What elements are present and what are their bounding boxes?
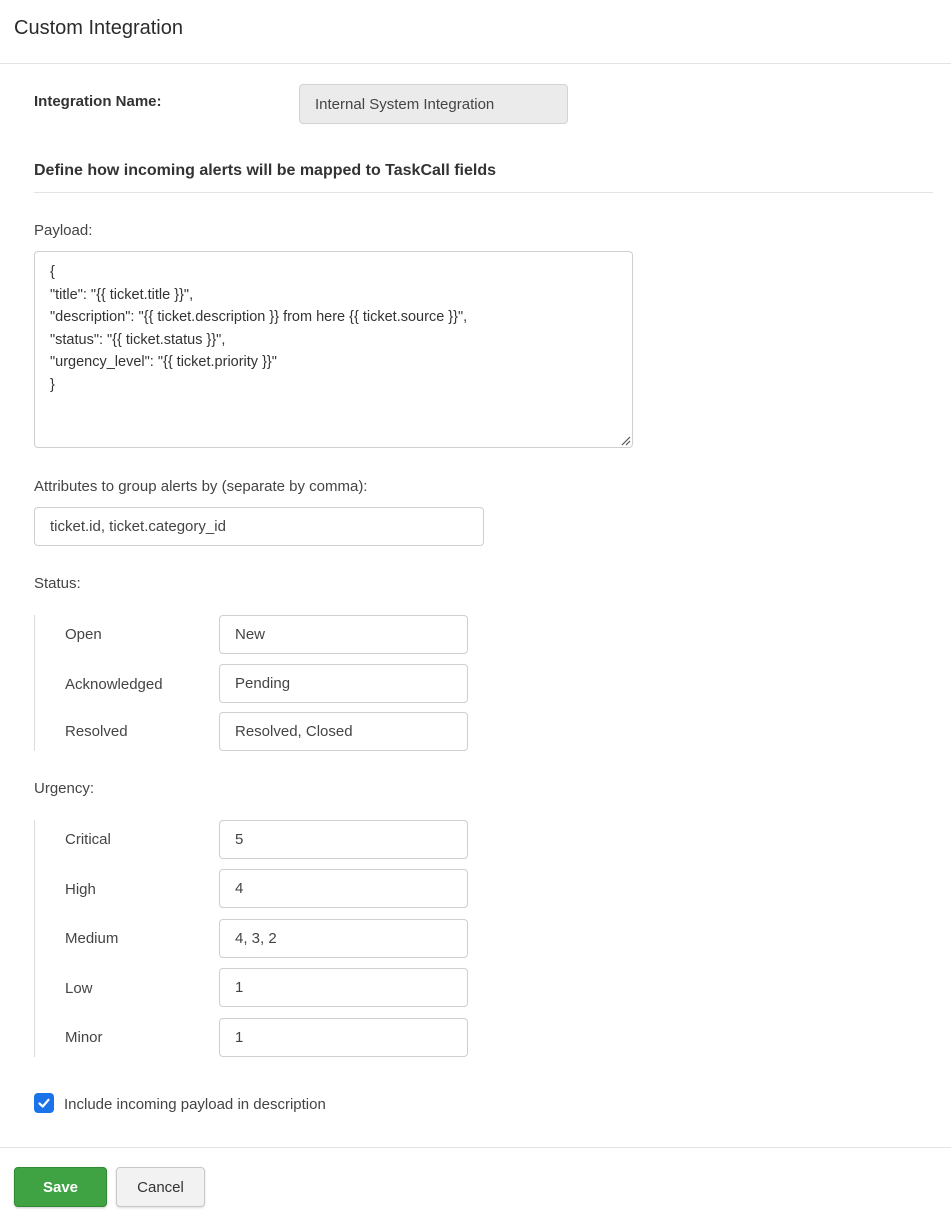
urgency-high-input[interactable] [219,869,468,908]
integration-name-label: Integration Name: [34,93,162,110]
status-resolved-input[interactable] [219,712,468,751]
status-label: Status: [34,575,81,592]
status-acknowledged-label: Acknowledged [65,676,163,693]
page-header [0,0,951,64]
status-open-label: Open [65,626,102,643]
footer-divider [0,1147,951,1148]
cancel-button[interactable]: Cancel [116,1167,205,1207]
status-open-input[interactable] [219,615,468,654]
page-title: Custom Integration [14,17,183,39]
urgency-minor-label: Minor [65,1029,103,1046]
urgency-group-line [34,820,35,1057]
mapping-heading: Define how incoming alerts will be mapped to TaskCall fields [34,162,497,179]
urgency-critical-label: Critical [65,831,111,848]
urgency-low-label: Low [65,980,93,997]
status-resolved-label: Resolved [65,723,128,740]
integration-name-field: Internal System Integration [299,84,568,124]
group-by-input[interactable] [34,507,484,546]
payload-label: Payload: [34,222,93,239]
payload-textarea[interactable] [34,251,633,448]
status-acknowledged-input[interactable] [219,664,468,703]
urgency-critical-input[interactable] [219,820,468,859]
urgency-medium-label: Medium [65,930,119,947]
resize-grip-icon[interactable] [619,434,631,446]
checkmark-icon [37,1096,51,1110]
urgency-label: Urgency: [34,780,95,797]
save-button[interactable]: Save [14,1167,107,1207]
group-by-label: Attributes to group alerts by (separate by comma): [34,478,368,495]
section-divider [34,192,933,193]
include-payload-label[interactable]: Include incoming payload in description [64,1096,326,1113]
status-group-line [34,615,35,751]
urgency-low-input[interactable] [219,968,468,1007]
urgency-medium-input[interactable] [219,919,468,958]
urgency-minor-input[interactable] [219,1018,468,1057]
include-payload-checkbox[interactable] [34,1093,54,1113]
urgency-high-label: High [65,881,96,898]
